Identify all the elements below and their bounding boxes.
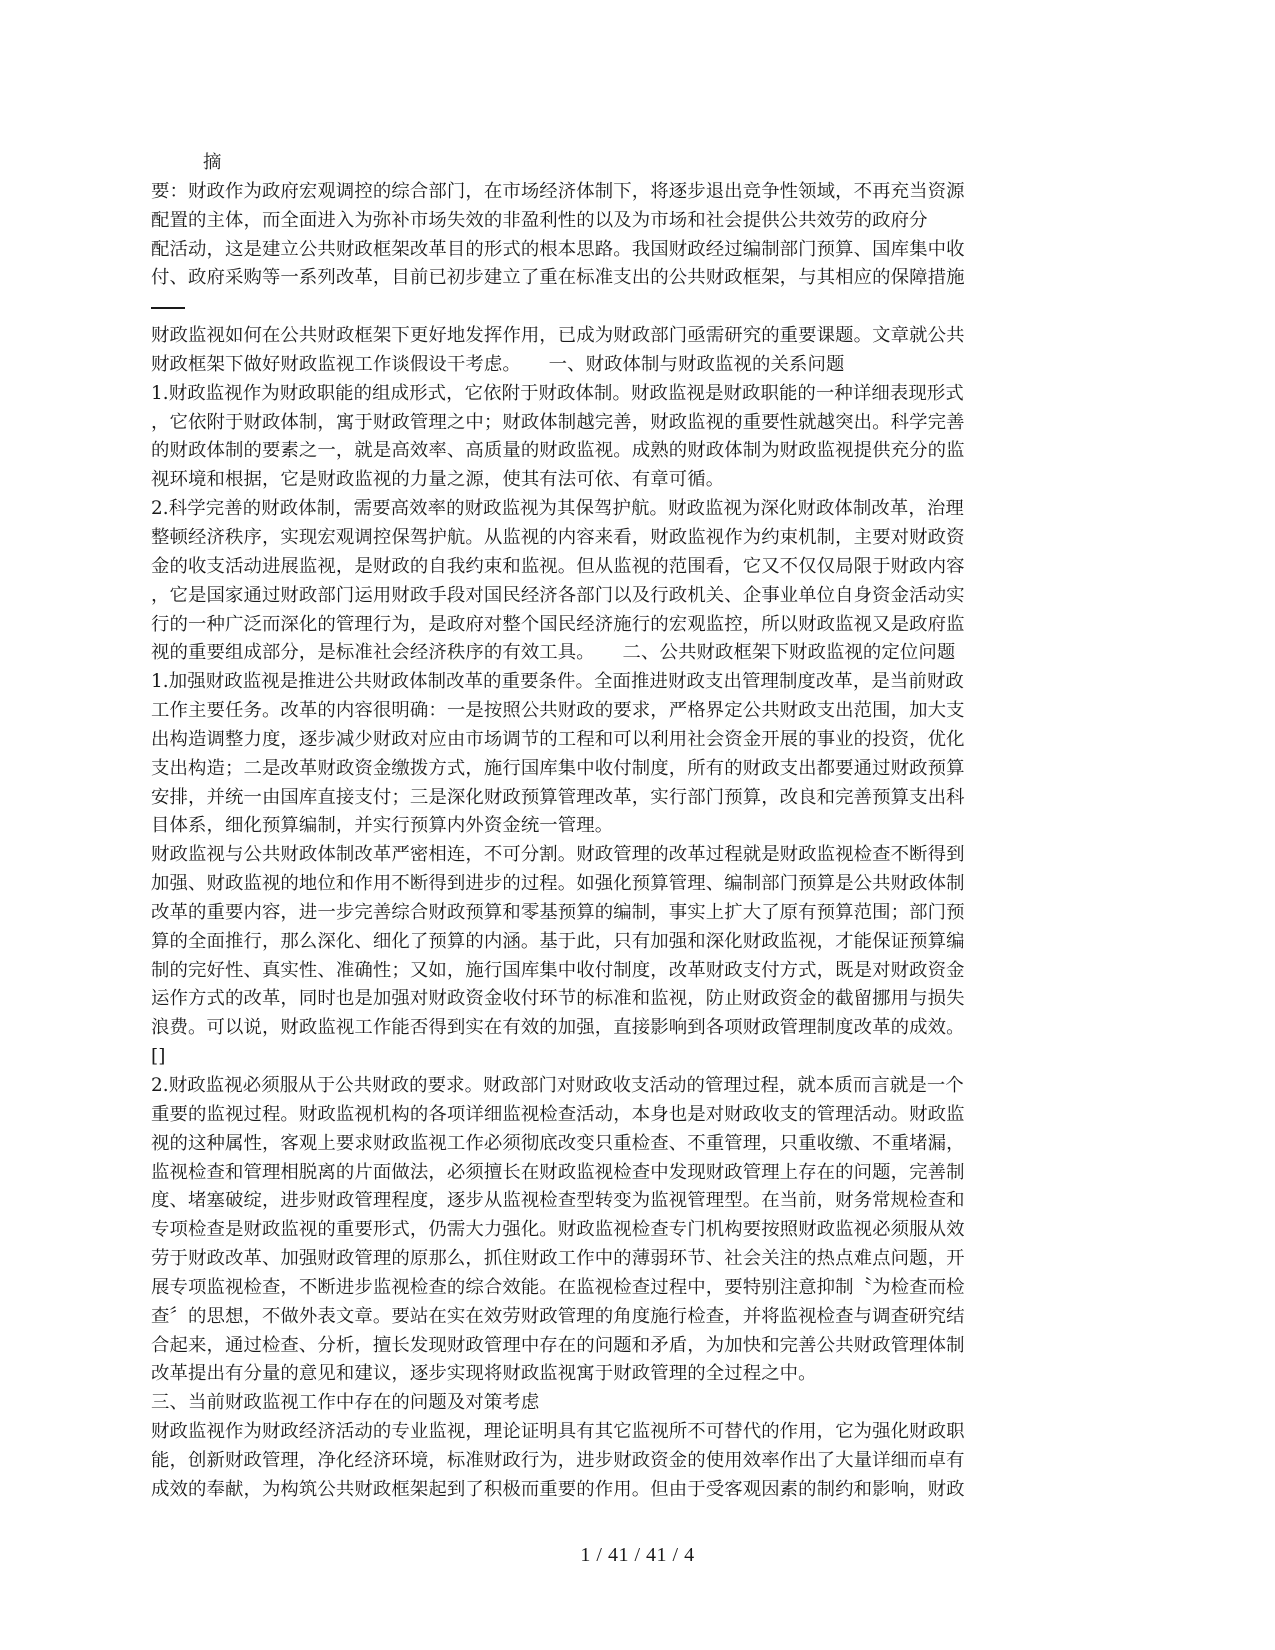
text-line: 改革提出有分量的意见和建议，逐步实现将财政监视寓于财政管理的全过程之中。 <box>151 1363 817 1385</box>
text-line: 财政监视如何在公共财政框架下更好地发挥作用，已成为财政部门亟需研究的重要课题。文章就公共 <box>151 325 965 347</box>
text-line: 付、政府采购等一系列改革，目前已初步建立了重在标准支出的公共财政框架，与其相应的保障措施 <box>151 267 965 289</box>
text-line: 成效的奉献，为构筑公共财政框架起到了积极而重要的作用。但由于受客观因素的制约和影响，财政 <box>151 1478 965 1500</box>
text-line: 运作方式的改革，同时也是加强对财政资金收付环节的标准和监视，防止财政资金的截留挪用与损失 <box>151 988 965 1010</box>
text-line: ，它是国家通过财政部门运用财政手段对国民经济各部门以及行政机关、企事业单位自身资金活动实 <box>151 584 965 606</box>
text-line: 2.财政监视必须服从于公共财政的要求。财政部门对财政收支活动的管理过程，就本质而言就是一个 <box>151 1075 964 1096</box>
text-line: 配置的主体，而全面进入为弥补市场失效的非盈利性的以及为市场和社会提供公共效劳的政府分 <box>151 209 928 231</box>
text-line: 度、堵塞破绽，进步财政管理程度，逐步从监视检查型转变为监视管理型。在当前，财务常规检查和 <box>151 1190 965 1212</box>
text-line: 展专项监视检查，不断进步监视检查的综合效能。在监视检查过程中，要特别注意抑制〝为检查而检 <box>151 1276 965 1298</box>
text-line <box>151 293 1117 322</box>
text-line: 工作主要任务。改革的内容很明确：一是按照公共财政的要求，严格界定公共财政支出范围，加大支 <box>151 700 965 722</box>
text-line: 金的收支活动进展监视，是财政的自我约束和监视。但从监视的范围看，它又不仅仅局限于财政内容 <box>151 555 965 577</box>
text-line: 三、当前财政监视工作中存在的问题及对策考虑 <box>151 1392 540 1414</box>
text-line: 视环境和根据，它是财政监视的力量之源，使其有法可依、有章可循。 <box>151 469 725 491</box>
text-line: 合起来，通过检查、分析，擅长发现财政管理中存在的问题和矛盾，为加快和完善公共财政管理体制 <box>151 1334 965 1356</box>
text-line: 的财政体制的要素之一，就是高效率、高质量的财政监视。成熟的财政体制为财政监视提供充分的监 <box>151 440 965 462</box>
separator-rule <box>151 307 185 309</box>
text-line: 配活动，这是建立公共财政框架改革目的形式的根本思路。我国财政经过编制部门预算、国库集中收 <box>151 238 965 260</box>
text-line: 制的完好性、真实性、准确性；又如，施行国库集中收付制度，改革财政支付方式，既是对财政资金 <box>151 959 965 981</box>
text-line: 1.财政监视作为财政职能的组成形式，它依附于财政体制。财政监视是财政职能的一种详细表现形式 <box>151 382 964 404</box>
text-line: 1.加强财政监视是推进公共财政体制改革的重要条件。全面推进财政支出管理制度改革，是当前财政 <box>151 671 964 693</box>
text-line: 安排，并统一由国库直接支付；三是深化财政预算管理改革，实行部门预算，改良和完善预算支出科 <box>151 786 965 808</box>
text-line: 财政框架下做好财政监视工作谈假设干考虑。 一、财政体制与财政监视的关系问题 <box>151 353 845 375</box>
text-line: 财政监视作为财政经济活动的专业监视，理论证明具有其它监视所不可替代的作用，它为强化财政职 <box>151 1421 965 1443</box>
text-line: 摘 <box>203 152 222 173</box>
text-line: 加强、财政监视的地位和作用不断得到进步的过程。如强化预算管理、编制部门预算是公共财政体制 <box>151 873 965 895</box>
body-text <box>151 149 1117 1505</box>
text-line: 财政监视与公共财政体制改革严密相连，不可分割。财政管理的改革过程就是财政监视检查不断得到 <box>151 844 965 866</box>
text-line: 改革的重要内容，进一步完善综合财政预算和零基预算的编制，事实上扩大了原有预算范围；部门预 <box>151 901 965 923</box>
text-line: 算的全面推行，那么深化、细化了预算的内涵。基于此，只有加强和深化财政监视，才能保证预算编 <box>151 930 965 952</box>
text-line: 劳于财政改革、加强财政管理的原那么，抓住财政工作中的薄弱环节、社会关注的热点难点问题，开 <box>151 1248 965 1270</box>
text-line: 行的一种广泛而深化的管理行为，是政府对整个国民经济施行的宏观监控，所以财政监视又是政府监 <box>151 613 965 635</box>
text-line: 支出构造；二是改革财政资金缴拨方式，施行国库集中收付制度，所有的财政支出都要通过财政预算 <box>151 757 965 779</box>
text-line: 专项检查是财政监视的重要形式，仍需大力强化。财政监视检查专门机构要按照财政监视必须服从效 <box>151 1219 965 1241</box>
text-line: 浪费。可以说，财政监视工作能否得到实在有效的加强，直接影响到各项财政管理制度改革的成效。 <box>151 1017 965 1039</box>
text-line: 要：财政作为政府宏观调控的综合部门，在市场经济体制下，将逐步退出竞争性领域，不再充当资源 <box>151 180 965 202</box>
text-line: 查〞的思想，不做外表文章。要站在实在效劳财政管理的角度施行检查，并将监视检查与调查研究结 <box>151 1305 965 1327</box>
page-number: 1 / 41 / 41 / 4 <box>580 1544 695 1566</box>
text-line: 视的这种属性，客观上要求财政监视工作必须彻底改变只重检查、不重管理，只重收缴、不重堵漏， <box>151 1132 965 1154</box>
text-line: 目体系，细化预算编制，并实行预算内外资金统一管理。 <box>151 815 614 837</box>
text-line: 监视检查和管理相脱离的片面做法，必须擅长在财政监视检查中发现财政管理上存在的问题，完善制 <box>151 1161 965 1183</box>
text-line: 出构造调整力度，逐步减少财政对应由市场调节的工程和可以利用社会资金开展的事业的投资，优化 <box>151 728 965 750</box>
text-line: 能，创新财政管理，净化经济环境，标准财政行为，进步财政资金的使用效率作出了大量详细而卓有 <box>151 1449 965 1471</box>
text-line: 2.科学完善的财政体制，需要高效率的财政监视为其保驾护航。财政监视为深化财政体制改革，治理 <box>151 498 964 520</box>
text-line: 整顿经济秩序，实现宏观调控保驾护航。从监视的内容来看，财政监视作为约束机制，主要对财政资 <box>151 526 965 548</box>
text-line: 视的重要组成部分，是标准社会经济秩序的有效工具。 二、公共财政框架下财政监视的定位问题 <box>151 642 956 664</box>
text-line: ，它依附于财政体制，寓于财政管理之中；财政体制越完善，财政监视的重要性就越突出。科学完善 <box>151 411 965 433</box>
text-line: 重要的监视过程。财政监视机构的各项详细监视检查活动，本身也是对财政收支的管理活动。财政监 <box>151 1103 965 1125</box>
text-line: [] <box>151 1046 166 1068</box>
